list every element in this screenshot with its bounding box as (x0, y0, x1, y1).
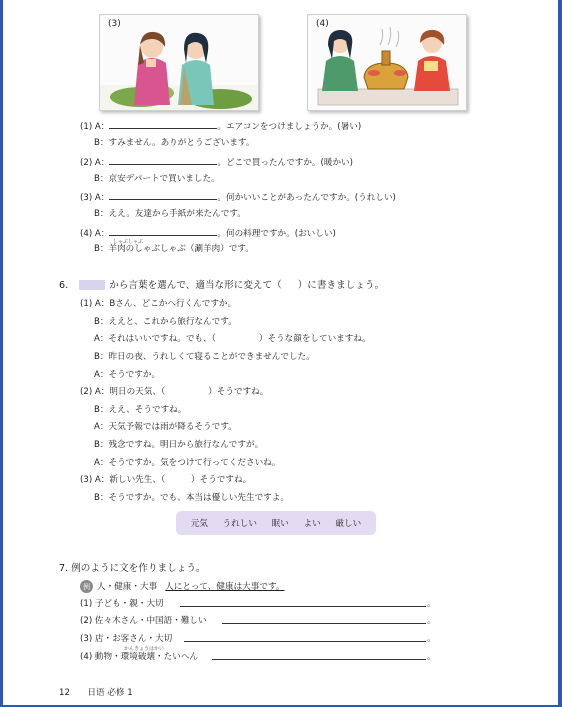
ex6-line: B：ええと、これから旅行なんです。 (94, 317, 237, 327)
ex5-q3-text: 。何かいいことがあったんですか。(うれしい) (217, 193, 396, 203)
word-choice: うれしい (222, 519, 257, 529)
page-border-left (0, 0, 3, 707)
period: 。 (427, 652, 436, 662)
ex5-q2-b: B：京安デパートで買いました。 (94, 174, 220, 184)
illustration-two-women-hotpot (308, 15, 466, 110)
illustration-number: (4) (316, 19, 329, 29)
ex5-q1-a (80, 119, 361, 133)
answer-line[interactable] (184, 632, 426, 642)
ex5-q2-text: 。どこで買ったんですか。(暖かい) (217, 158, 354, 168)
word-choice: 元気 (190, 519, 208, 529)
ex6-line: B：昨日の夜、うれしくて寝ることができませんでした。 (94, 352, 315, 362)
period: 。 (427, 634, 436, 644)
period: 。 (427, 599, 436, 609)
ex6-line: A：そうですか。気をつけて行ってくださいね。 (94, 458, 281, 468)
ruby-shabu: しゃぶしゃぶ (113, 239, 144, 245)
answer-blank[interactable] (109, 155, 217, 165)
ex5-q3-a (80, 190, 396, 204)
ex6-line: A：そうですか。 (94, 370, 161, 380)
ex5-q1-number: (1) A： (80, 122, 110, 132)
word-box-marker (79, 280, 105, 290)
ex7-q3-prompt: (3) 店・お客さん・大切 (80, 634, 173, 644)
ex5-q2-number: (2) A： (80, 158, 110, 168)
ex7-heading (59, 560, 206, 574)
example-prompt: 人・健康・大事 (97, 582, 158, 592)
illustration-two-women-hot-weather (100, 15, 258, 110)
word-choice: 厳しい (335, 519, 362, 529)
ex6-line: (3) A：新しい先生、（ ）そうですね。 (80, 475, 252, 485)
ex7-example (80, 580, 284, 593)
illustration-4 (307, 14, 467, 111)
answer-line[interactable] (222, 614, 426, 624)
ex6-line: (2) A：明日の天気、（ ）そうですね。 (80, 387, 269, 397)
ex5-q4-b: B：羊肉のしゃぶしゃぶ（涮羊肉）です。 (94, 244, 254, 254)
answer-line[interactable] (180, 597, 426, 607)
ex7-q3 (80, 633, 172, 645)
answer-line[interactable] (212, 650, 426, 660)
illustration-number: (3) (108, 19, 121, 29)
ex5-q1-text: 。エアコンをつけましょうか。(暑い) (217, 122, 362, 132)
ex7-instruction: 例のように文を作りましょう。 (71, 563, 206, 574)
page-border-right (558, 0, 562, 707)
ex6-instruction-b: ）に書きましょう。 (297, 280, 385, 291)
answer-blank[interactable] (109, 226, 217, 236)
ex7-q2-prompt: (2) 佐々木さん・中国語・難しい (80, 616, 207, 626)
ex5-q3-b: B：ええ。友達から手紙が来たんです。 (94, 209, 246, 219)
word-choice: 眠い (271, 519, 289, 529)
ruby-kankyo: かんきょうはかい (124, 646, 165, 652)
ex7-number: 7. (59, 563, 69, 574)
example-answer: 人にとって、健康は大事です。 (165, 582, 285, 592)
answer-blank[interactable] (109, 190, 217, 200)
ex5-q4-number: (4) A： (80, 229, 110, 239)
ex7-q4 (80, 651, 198, 663)
ex5-q1-b: B：すみません。ありがとうございます。 (94, 138, 255, 148)
ex7-q4-prompt: (4) 動物・環境破壊・たいへん (80, 652, 199, 662)
ex6-number: 6. (59, 280, 69, 291)
ex7-q1 (80, 598, 164, 610)
ex6-line: (1) A：Bさん、どこかへ行くんですか。 (80, 299, 237, 309)
illustration-3 (99, 14, 259, 111)
page-number: 12 (59, 688, 70, 698)
answer-blank[interactable] (109, 119, 217, 129)
ex6-instruction-a: から言葉を選んで、適当な形に変えて（ (109, 280, 282, 291)
ex6-line: A：それはいいですね。でも、（ ）そうな顔をしていますね。 (94, 334, 371, 344)
ex5-q2-a (80, 155, 353, 169)
ex6-line: A：天気予報では雨が降るそうです。 (94, 422, 237, 432)
ex6-line: B：そうですか。でも、本当は優しい先生ですよ。 (94, 493, 289, 503)
ex6-line: B：ええ、そうですね。 (94, 405, 187, 415)
word-choice: よい (303, 519, 321, 529)
period: 。 (427, 616, 436, 626)
ex7-q2 (80, 615, 207, 627)
ex7-q1-prompt: (1) 子ども・親・大切 (80, 599, 164, 609)
book-title: 日语 必修 1 (87, 688, 133, 698)
ex5-q3-number: (3) A： (80, 193, 110, 203)
ex5-q4-text: 。何の料理ですか。(おいしい) (217, 229, 336, 239)
example-badge: 例 (80, 580, 93, 593)
word-choice-box (176, 511, 376, 535)
ex6-line: B：残念ですね。明日から旅行なんですが。 (94, 440, 264, 450)
ex6-heading (59, 277, 384, 291)
page-footer (59, 686, 133, 698)
